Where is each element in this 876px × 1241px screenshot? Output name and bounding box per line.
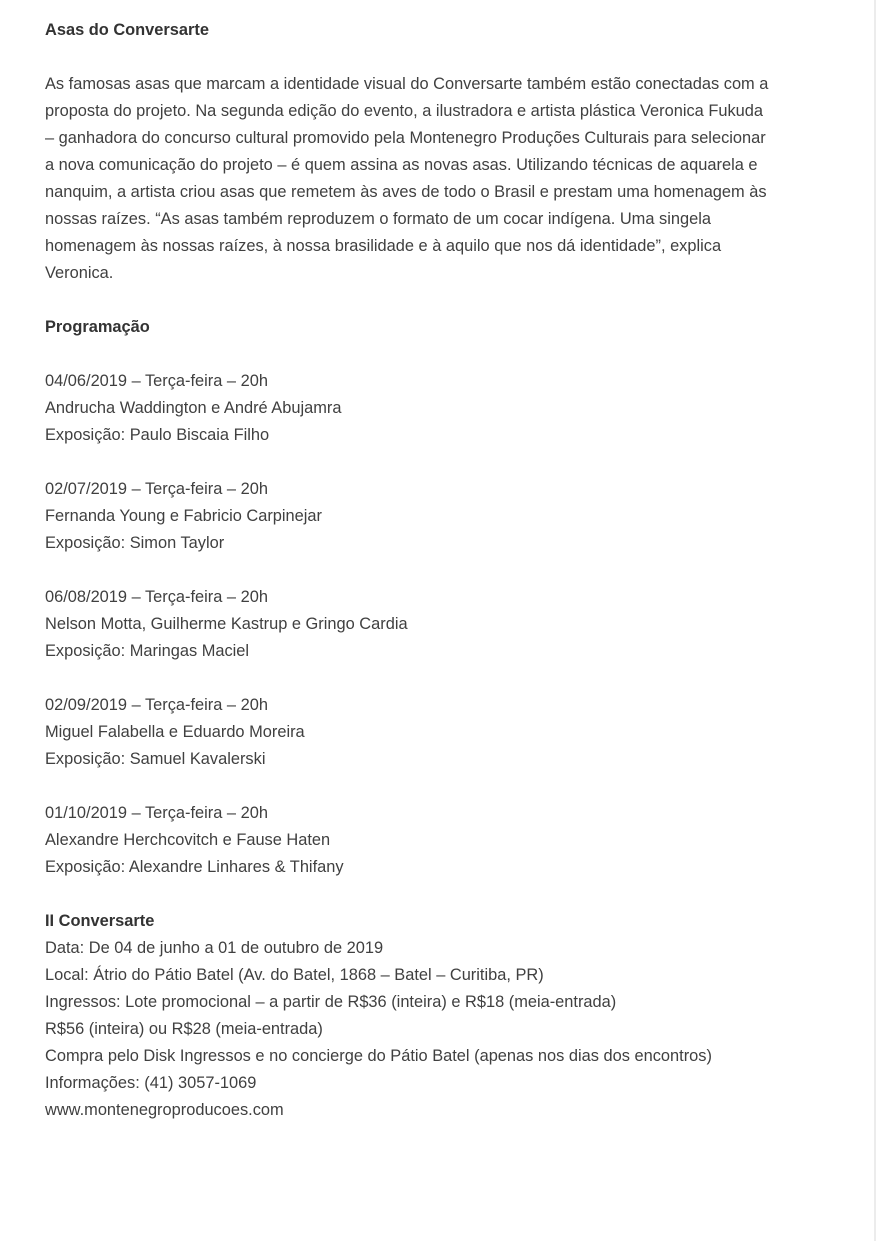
asas-line: Veronica.: [45, 264, 114, 282]
event-guests: Nelson Motta, Guilherme Kastrup e Gringo Cardia: [45, 615, 408, 633]
spacer: [45, 881, 835, 908]
event-block: [45, 692, 835, 773]
event-guests: Miguel Falabella e Eduardo Moreira: [45, 723, 305, 741]
asas-line: nossas raízes. “As asas também reproduzem o formato de um cocar indígena. Uma singela: [45, 210, 711, 228]
event-exhibition: Exposição: Simon Taylor: [45, 534, 225, 552]
event-date: 01/10/2019 – Terça-feira – 20h: [45, 804, 268, 822]
event-exhibition: Exposição: Paulo Biscaia Filho: [45, 426, 270, 444]
asas-line: – ganhadora do concurso cultural promovido pela Montenegro Produções Culturais para selecionar: [45, 129, 766, 147]
event-block: [45, 800, 835, 881]
event-block: [45, 368, 835, 449]
info-location: Local: Átrio do Pátio Batel (Av. do Batel, 1868 – Batel – Curitiba, PR): [45, 966, 544, 984]
spacer: [45, 287, 835, 314]
programacao-heading: Programação: [45, 318, 150, 336]
event-date: 06/08/2019 – Terça-feira – 20h: [45, 588, 268, 606]
spacer: [45, 665, 835, 692]
event-guests: Andrucha Waddington e André Abujamra: [45, 399, 342, 417]
event-exhibition: Exposição: Maringas Maciel: [45, 642, 250, 660]
asas-line: nanquim, a artista criou asas que remetem às aves de todo o Brasil e prestam uma homenagem às: [45, 183, 767, 201]
event-date: 02/09/2019 – Terça-feira – 20h: [45, 696, 268, 714]
asas-line: homenagem às nossas raízes, à nossa brasilidade e à aquilo que nos dá identidade”, explica: [45, 237, 722, 255]
event-date: 02/07/2019 – Terça-feira – 20h: [45, 480, 268, 498]
spacer: [45, 341, 835, 368]
asas-line: a nova comunicação do projeto – é quem assina as novas asas. Utilizando técnicas de aquarela e: [45, 156, 758, 174]
event-date: 04/06/2019 – Terça-feira – 20h: [45, 372, 268, 390]
event-block: [45, 584, 835, 665]
info-tickets: Ingressos: Lote promocional – a partir de R$36 (inteira) e R$18 (meia-entrada): [45, 993, 617, 1011]
asas-heading: Asas do Conversarte: [45, 21, 209, 39]
info-tickets-regular: R$56 (inteira) ou R$28 (meia-entrada): [45, 1020, 323, 1038]
spacer: [45, 773, 835, 800]
event-guests: Alexandre Herchcovitch e Fause Haten: [45, 831, 331, 849]
article-body: [45, 17, 835, 1124]
spacer: [45, 44, 835, 71]
asas-line: proposta do projeto. Na segunda edição do evento, a ilustradora e artista plástica Veronica Fukuda: [45, 102, 764, 120]
asas-line: As famosas asas que marcam a identidade visual do Conversarte também estão conectadas com a: [45, 75, 769, 93]
info-date: Data: De 04 de junho a 01 de outubro de 2019: [45, 939, 384, 957]
event-exhibition: Exposição: Alexandre Linhares & Thifany: [45, 858, 344, 876]
spacer: [45, 449, 835, 476]
asas-paragraph: [45, 71, 835, 287]
event-exhibition: Exposição: Samuel Kavalerski: [45, 750, 266, 768]
info-website: www.montenegroproducoes.com: [45, 1101, 284, 1119]
spacer: [45, 557, 835, 584]
event-block: [45, 476, 835, 557]
info-phone: Informações: (41) 3057-1069: [45, 1074, 257, 1092]
event-guests: Fernanda Young e Fabricio Carpinejar: [45, 507, 322, 525]
info-block: [45, 908, 835, 1124]
info-heading: II Conversarte: [45, 912, 155, 930]
info-purchase: Compra pelo Disk Ingressos e no concierge do Pátio Batel (apenas nos dias dos encontros): [45, 1047, 712, 1065]
